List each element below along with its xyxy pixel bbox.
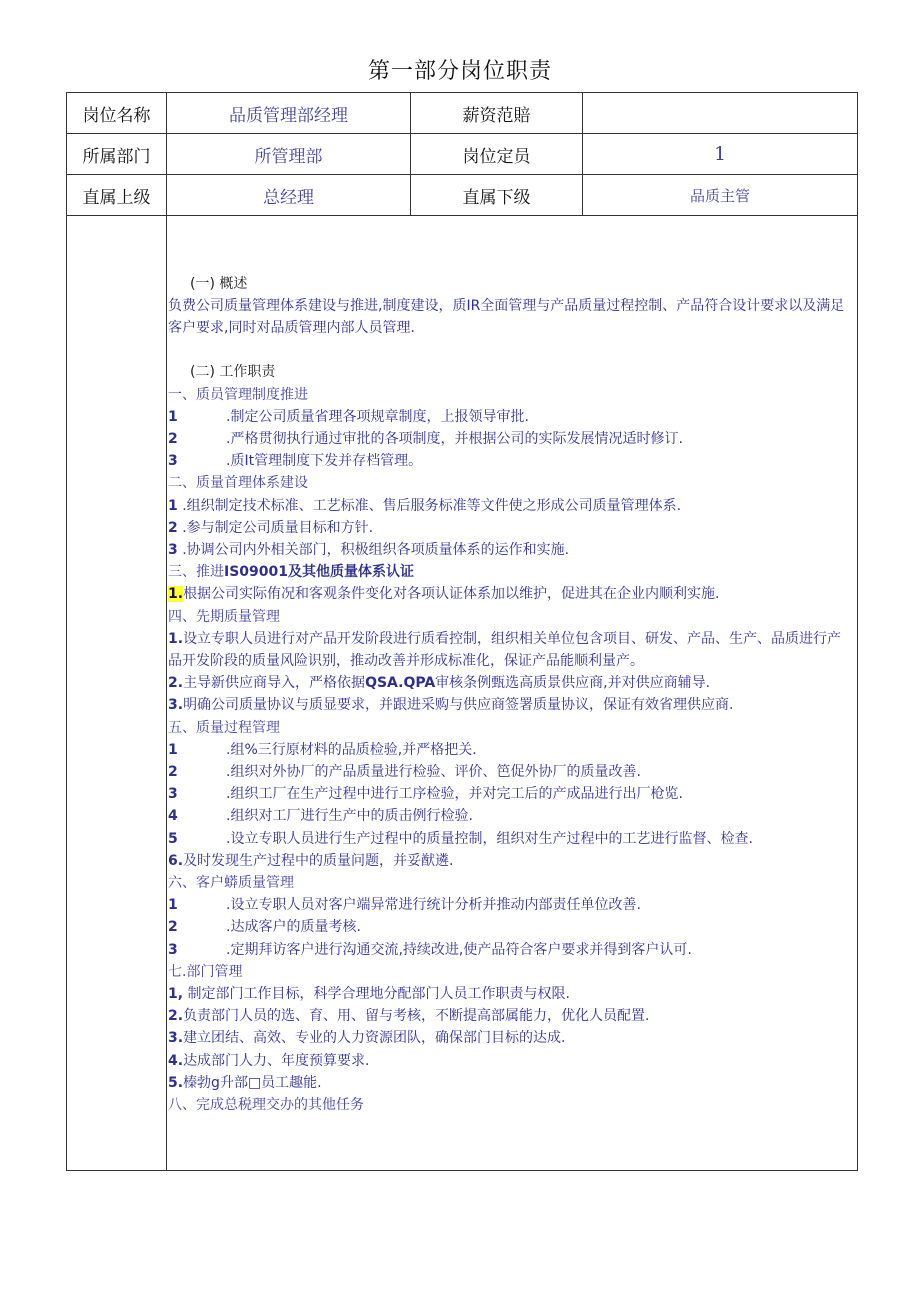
label-position-name: 岗位名称 bbox=[67, 93, 167, 134]
value-headcount: 1 bbox=[583, 134, 858, 175]
list-item bbox=[168, 517, 855, 539]
overview-text: 负费公司质量管理体系建设与推进,制度建设，质IR全面管理与产品质量过程控制、产品符合设计要求以及满足客户要求,同时对品质管理内部人员管理. bbox=[168, 297, 845, 337]
list-item bbox=[168, 983, 855, 1005]
item-number: 2 bbox=[168, 430, 178, 447]
item-number: 2. bbox=[168, 1008, 184, 1025]
label-salary-range: 薪资范賠 bbox=[411, 93, 583, 134]
label-headcount: 岗位定员 bbox=[411, 134, 583, 175]
item-text: .组织工厂在生产过程中进行工序检验，并对完工后的产成品进行出厂枪览. bbox=[226, 786, 683, 803]
section-5-title: 五、质量过程管理 bbox=[168, 719, 280, 736]
list-item bbox=[168, 828, 855, 850]
item-number: 3. bbox=[168, 697, 184, 714]
item-text: .组%三行原材料的品质检验,并严格把关. bbox=[226, 741, 477, 758]
item-number: 1 bbox=[168, 741, 178, 758]
value-position-name: 品质管理部经理 bbox=[167, 93, 411, 134]
section-3-title-b: IS09001 bbox=[224, 564, 288, 581]
overview-title: (一) 概述 bbox=[190, 275, 248, 292]
list-item bbox=[168, 1050, 855, 1072]
item-text: .质It管理制度下发并存档管理。 bbox=[226, 453, 423, 470]
item-text: .参与制定公司质量目标和方针. bbox=[182, 519, 374, 536]
row-department bbox=[67, 134, 858, 175]
list-item bbox=[168, 628, 855, 672]
section-8-title: 八、完成总税理交办的其他任务 bbox=[168, 1097, 364, 1114]
item-number: 1 bbox=[168, 897, 178, 914]
item-text: .制定公司质量省理各项规章制度，上报领导审批. bbox=[226, 408, 529, 425]
item-text: 建立团结、高效、专业的人力资源团队，确保部门目标的达成. bbox=[183, 1030, 566, 1047]
value-salary-range bbox=[583, 93, 858, 134]
item-text: .设立专职人员进行生产过程中的质量控制，组织对生产过程中的工艺进行监督、检查. bbox=[226, 830, 753, 847]
duties-content bbox=[167, 270, 857, 1117]
value-direct-subordinate: 品质主管 bbox=[583, 175, 858, 216]
item-number: 3 bbox=[168, 453, 178, 470]
item-text-a: 主导新供应商导入，严格依据 bbox=[183, 675, 366, 692]
page-title: 第一部分岗位职责 bbox=[367, 59, 552, 84]
item-text: 根据公司实际侑况和客观条件变化对各项认证体系加以维护，促进其在企业内顺利实施. bbox=[183, 586, 720, 603]
item-number: 2 bbox=[168, 919, 178, 936]
label-direct-subordinate: 直属下级 bbox=[411, 175, 583, 216]
list-item bbox=[168, 761, 855, 783]
list-item bbox=[168, 916, 855, 938]
item-number: 6. bbox=[168, 852, 184, 869]
item-text: .组织制定技术标准、工艺标准、售后服务标准等文件使之形成公司质量管理体系. bbox=[182, 497, 682, 514]
item-number: 4 bbox=[168, 808, 178, 825]
item-number: 2. bbox=[168, 675, 184, 692]
value-direct-superior: 总经理 bbox=[167, 175, 411, 216]
item-text: 负责部门人员的选、育、用、留与考核，不断提高部属能力，优化人员配置. bbox=[183, 1008, 650, 1025]
body-content-cell bbox=[167, 216, 858, 1171]
section-3-title-a: 三、推进 bbox=[168, 564, 224, 581]
item-number: 4. bbox=[168, 1052, 184, 1069]
list-item bbox=[168, 428, 855, 450]
item-text: 及时发现生产过程中的质量问题，并妥猷遴. bbox=[183, 852, 454, 869]
item-number: 5. bbox=[168, 1074, 184, 1091]
item-text: 明确公司质量协议与质显要求，并跟进采购与供应商签署质量协议，保证有效省理供应商. bbox=[183, 697, 734, 714]
section-3-title bbox=[168, 561, 855, 583]
label-department: 所属部门 bbox=[67, 134, 167, 175]
item-number: 1 bbox=[168, 497, 178, 514]
duties-title: (二) 工作职责 bbox=[190, 364, 276, 381]
item-text: .严格贯彻执行通过审批的各项制度，并根据公司的实际发展情况适时修订. bbox=[226, 430, 683, 447]
list-item bbox=[168, 495, 855, 517]
list-item bbox=[168, 450, 855, 472]
list-item bbox=[168, 539, 855, 561]
item-number: 1, bbox=[168, 986, 184, 1003]
item-number: 3 bbox=[168, 786, 178, 803]
item-text-b: QSA.QPA bbox=[365, 675, 436, 692]
list-item bbox=[168, 894, 855, 916]
list-item bbox=[168, 583, 855, 605]
item-number: 1. bbox=[168, 630, 184, 647]
list-item bbox=[168, 805, 855, 827]
list-item bbox=[168, 694, 855, 716]
item-text: 设立专职人员进行对产品开发阶段进行质看控制，组织相关单位包含项目、研发、产品、生产、品质进行产品开发阶段的质量风险识别，推动改善并形成标准化，保证产品能顺利量产。 bbox=[168, 630, 842, 669]
item-text: .定期拜访客户进行沟通交流,持续改进,使产品符合客户要求并得到客户认可. bbox=[226, 941, 692, 958]
item-text: .设立专职人员对客户端异常进行统计分析并推动内部责任单位改善. bbox=[226, 897, 641, 914]
item-number: 1 bbox=[168, 408, 178, 425]
item-text: .协调公司内外相关部门，积极组织各项质量体系的运作和实施. bbox=[182, 541, 570, 558]
item-number: 3 bbox=[168, 541, 178, 558]
item-number: 2 bbox=[168, 519, 178, 536]
value-department: 所管理部 bbox=[167, 134, 411, 175]
section-6-title: 六、客户蟒质量管理 bbox=[168, 875, 294, 892]
list-item bbox=[168, 783, 855, 805]
row-position bbox=[67, 93, 858, 134]
item-number: 5 bbox=[168, 830, 178, 847]
item-number-highlighted: 1. bbox=[168, 586, 184, 603]
list-item bbox=[168, 1005, 855, 1027]
body-left-blank bbox=[67, 216, 167, 1171]
job-description-table bbox=[66, 92, 858, 1171]
list-item bbox=[168, 1027, 855, 1049]
item-text: .达成客户的质量考核. bbox=[226, 919, 361, 936]
item-text-c: 审核条例甄选高质景供应商,并对供应商辅导. bbox=[435, 675, 711, 692]
label-direct-superior: 直属上级 bbox=[67, 175, 167, 216]
section-4-title: 四、先期质量管理 bbox=[168, 608, 280, 625]
section-2-title: 二、质量首理体系建设 bbox=[168, 475, 308, 492]
item-text: 制定部门工作目标，科学合理地分配部门人员工作职责与权限. bbox=[183, 986, 570, 1003]
list-item bbox=[168, 406, 855, 428]
item-text: .组织对工厂进行生产中的质击例行检验. bbox=[226, 808, 473, 825]
list-item bbox=[168, 672, 855, 694]
list-item bbox=[168, 939, 855, 961]
list-item bbox=[168, 1072, 855, 1094]
list-item bbox=[168, 850, 855, 872]
item-text: 达成部门人力、年度预算要求. bbox=[183, 1052, 370, 1069]
section-1-title: 一、质员管理制度推进 bbox=[168, 386, 308, 403]
row-reporting bbox=[67, 175, 858, 216]
section-3-title-c: 及其他质量体系认证 bbox=[288, 564, 414, 581]
item-number: 3. bbox=[168, 1030, 184, 1047]
item-number: 2 bbox=[168, 764, 178, 780]
section-7-title: 七.部门管理 bbox=[168, 963, 243, 980]
spacer bbox=[168, 339, 855, 361]
item-text: .组织对外协厂的产品质量进行检验、评价、笆促外协厂的质量改善. bbox=[226, 764, 641, 780]
row-body bbox=[67, 216, 858, 1171]
list-item bbox=[168, 739, 855, 761]
item-text: 榛勃g升部□员工趣能. bbox=[183, 1074, 322, 1091]
item-number: 3 bbox=[168, 941, 178, 958]
